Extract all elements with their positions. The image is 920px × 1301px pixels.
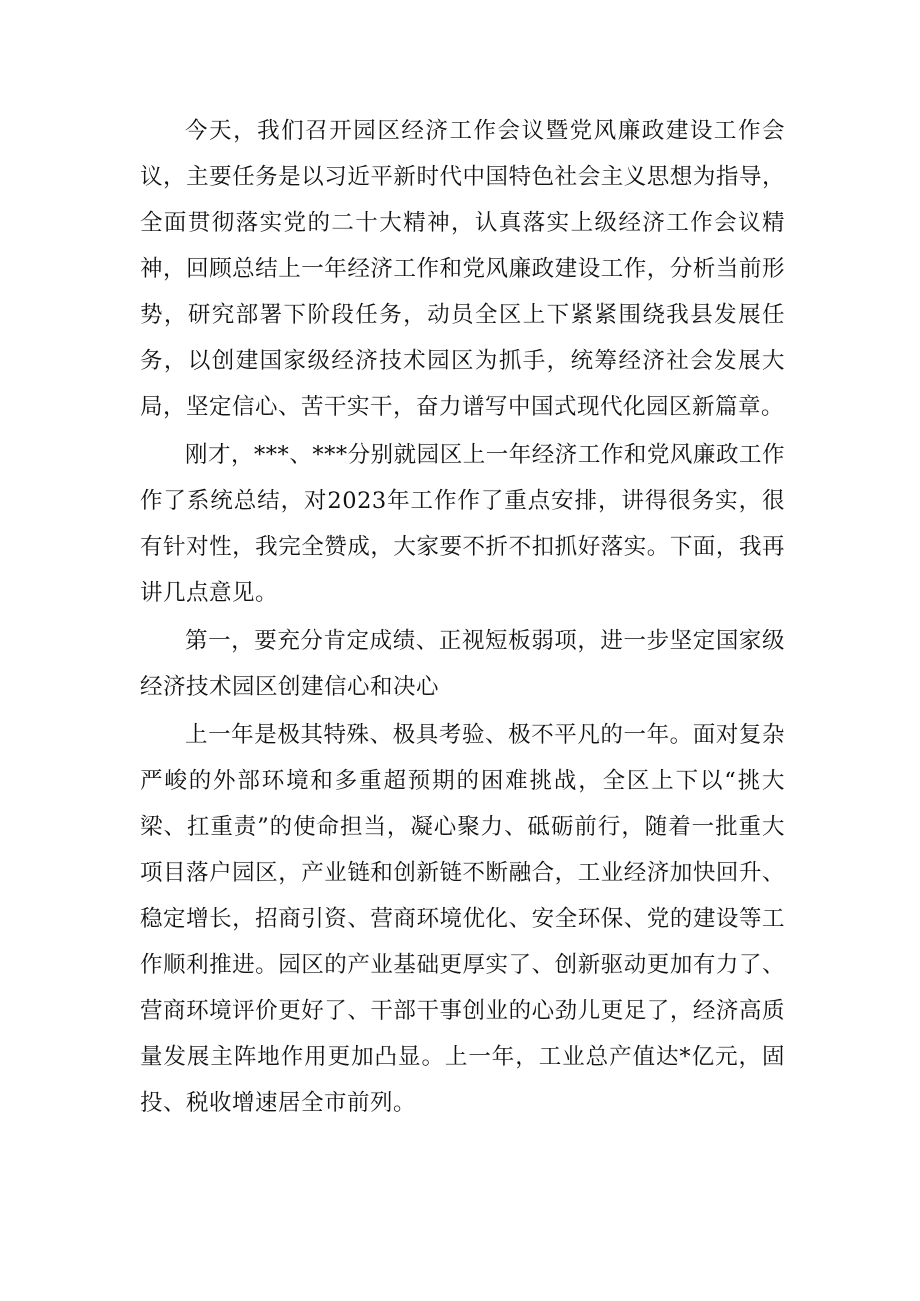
document-page: [140, 108, 785, 1128]
paragraph-review: 刚才，***、***分别就园区上一年经济工作和党风廉政工作作了系统总结，对2023年工作作了重点安排，讲得很务实，很有针对性，我完全赞成，大家要不折不扣抓好落实。下面，我再讲几点意见。: [140, 442, 785, 606]
section-heading-first: 第一，要充分肯定成绩、正视短板弱项，进一步坚定国家级经济技术园区创建信心和决心: [140, 628, 785, 700]
paragraph-opening: 今天，我们召开园区经济工作会议暨党风廉政建设工作会议，主要任务是以习近平新时代中国特色社会主义思想为指导，全面贯彻落实党的二十大精神，认真落实上级经济工作会议精神，回顾总结上一年经济工作和党风廉政建设工作，分析当前形势，研究部署下阶段任务，动员全区上下紧紧围绕我县发展任务，以创建国家级经济技术园区为抓手，统筹经济社会发展大局，坚定信心、苦干实干，奋力谱写中国式现代化园区新篇章。: [140, 118, 785, 420]
paragraph-achievements: 上一年是极其特殊、极具考验、极不平凡的一年。面对复杂严峻的外部环境和多重超预期的困难挑战，全区上下以“挑大梁、扛重责”的使命担当，凝心聚力、砥砺前行，随着一批重大项目落户园区，产业链和创新链不断融合，工业经济加快回升、稳定增长，招商引资、营商环境优化、安全环保、党的建设等工作顺利推进。园区的产业基础更厚实了、创新驱动更加有力了、营商环境评价更好了、干部干事创业的心劲儿更足了，经济高质量发展主阵地作用更加凸显。上一年，工业总产值达*亿元，固投、税收增速居全市前列。: [140, 722, 785, 1116]
